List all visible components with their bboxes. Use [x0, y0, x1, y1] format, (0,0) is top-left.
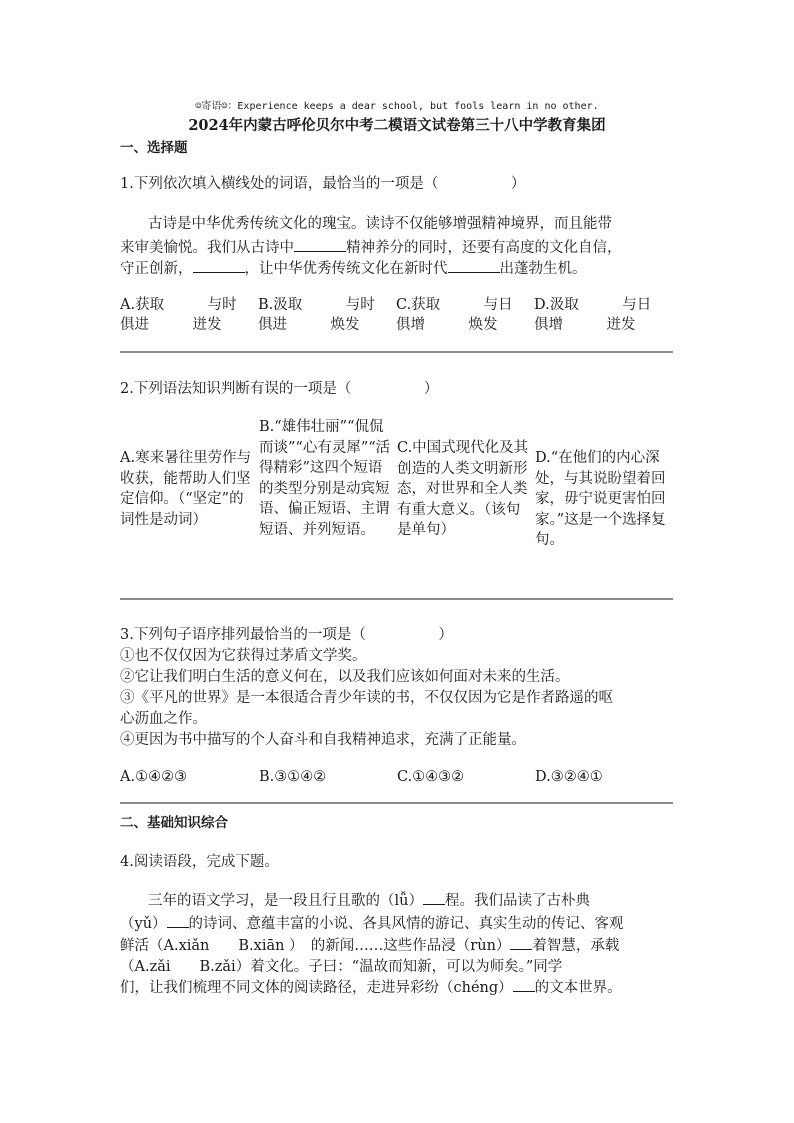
section-heading-choice: 一、选择题 [120, 140, 188, 156]
q3-sentence-3b: 心沥血之作。 [120, 711, 207, 727]
q1-passage-line2: 来审美愉悦。我们从古诗中 精神养分的同时，还要有高度的文化自信， [120, 240, 622, 256]
fill-blank [510, 937, 532, 950]
q3-sentence-3a: ③《平凡的世界》是一本很适合青少年读的书，不仅仅因为它是作者路遥的呕 [120, 690, 613, 706]
q2-option-a[interactable]: A.寒来暑往里劳作与收获，能帮助人们坚定信仰。（“坚定”的词性是动词） [120, 450, 252, 528]
page-title: 2024年内蒙古呼伦贝尔中考二模语文试卷第三十八中学教育集团 [188, 117, 606, 134]
q4-passage-line5: 们，让我们梳理不同文体的阅读路径，走进异彩纷（chéng） 的文本世界。 [120, 980, 622, 996]
q3-option-c[interactable]: C.①④③② [397, 769, 465, 785]
q4-passage-line2: （yǔ） 的诗词、意蕴丰富的小说、各具风情的游记、真实生动的传记、客观 [120, 916, 624, 932]
fill-blank [423, 892, 445, 905]
divider [120, 351, 673, 353]
q4-passage-line3: 鲜活（A.xiǎn B.xiān ） 的新闻……这些作品浸（rùn） 着智慧，承载 [120, 938, 620, 954]
divider [120, 598, 673, 600]
q4-passage-line4: （A.zǎi B.zǎi）着文化。子曰：“温故而知新，可以为师矣。”同学 [120, 959, 563, 975]
q1-option-a[interactable]: A.获取 与时 俱进 迸发 [120, 297, 237, 333]
fill-blank [193, 260, 245, 273]
motto: ☺寄语☺：Experience keeps a dear school, but fools learn in no other. [195, 101, 599, 112]
q1-stem: 1.下列依次填入横线处的词语，最恰当的一项是（ ） [120, 176, 526, 192]
q2-option-c[interactable]: C.中国式现代化及其创造的人类文明新形态，对世界和全人类有重大意义。（该句是单句） [397, 440, 529, 538]
q1-option-d[interactable]: D.汲取 与日 俱增 迸发 [534, 297, 652, 333]
fill-blank [167, 915, 189, 928]
q3-stem: 3.下列句子语序排列最恰当的一项是（ ） [120, 627, 453, 643]
q3-sentence-4: ④更因为书中描写的个人奋斗和自我精神追求，充满了正能量。 [120, 732, 526, 748]
q3-option-d[interactable]: D.③②④① [535, 769, 603, 785]
q4-stem: 4.阅读语段，完成下题。 [120, 854, 279, 870]
q1-passage-line3: 守正创新， ，让中华优秀传统文化在新时代 出蓬勃生机。 [120, 261, 587, 277]
divider [120, 802, 673, 804]
q4-passage-line1: 三年的语文学习，是一段且行且歌的（lǚ） 程。我们品读了古朴典 [148, 893, 590, 909]
section-heading-basics: 二、基础知识综合 [120, 815, 228, 831]
q1-option-c[interactable]: C.获取 与日 俱增 焕发 [396, 297, 513, 333]
q3-sentence-2: ②它让我们明白生活的意义何在，以及我们应该如何面对未来的生活。 [120, 669, 570, 685]
q1-options [120, 295, 673, 335]
q2-stem: 2.下列语法知识判断有误的一项是（ ） [120, 381, 439, 397]
q1-passage-line1: 古诗是中华优秀传统文化的瑰宝。读诗不仅能够增强精神境界，而且能带 [148, 216, 612, 232]
fill-blank [448, 260, 500, 273]
fill-blank [294, 239, 346, 252]
q2-option-d[interactable]: D.“在他们的内心深处，与其说盼望着回家，毋宁说更害怕回家。”这是一个选择复句。 [535, 450, 666, 548]
fill-blank [513, 979, 535, 992]
q3-option-a[interactable]: A.①④②③ [120, 769, 188, 785]
q3-sentence-1: ①也不仅仅因为它获得过茅盾文学奖。 [120, 648, 367, 664]
q2-option-b[interactable]: B.“雄伟壮丽”“侃侃而谈”“心有灵犀”“活得精彩”这四个短语的类型分别是动宾短语、偏正短语、主谓短语、并列短语。 [259, 419, 391, 538]
q1-option-b[interactable]: B.汲取 与时 俱进 焕发 [258, 297, 375, 333]
q3-option-b[interactable]: B.③①④② [259, 769, 327, 785]
